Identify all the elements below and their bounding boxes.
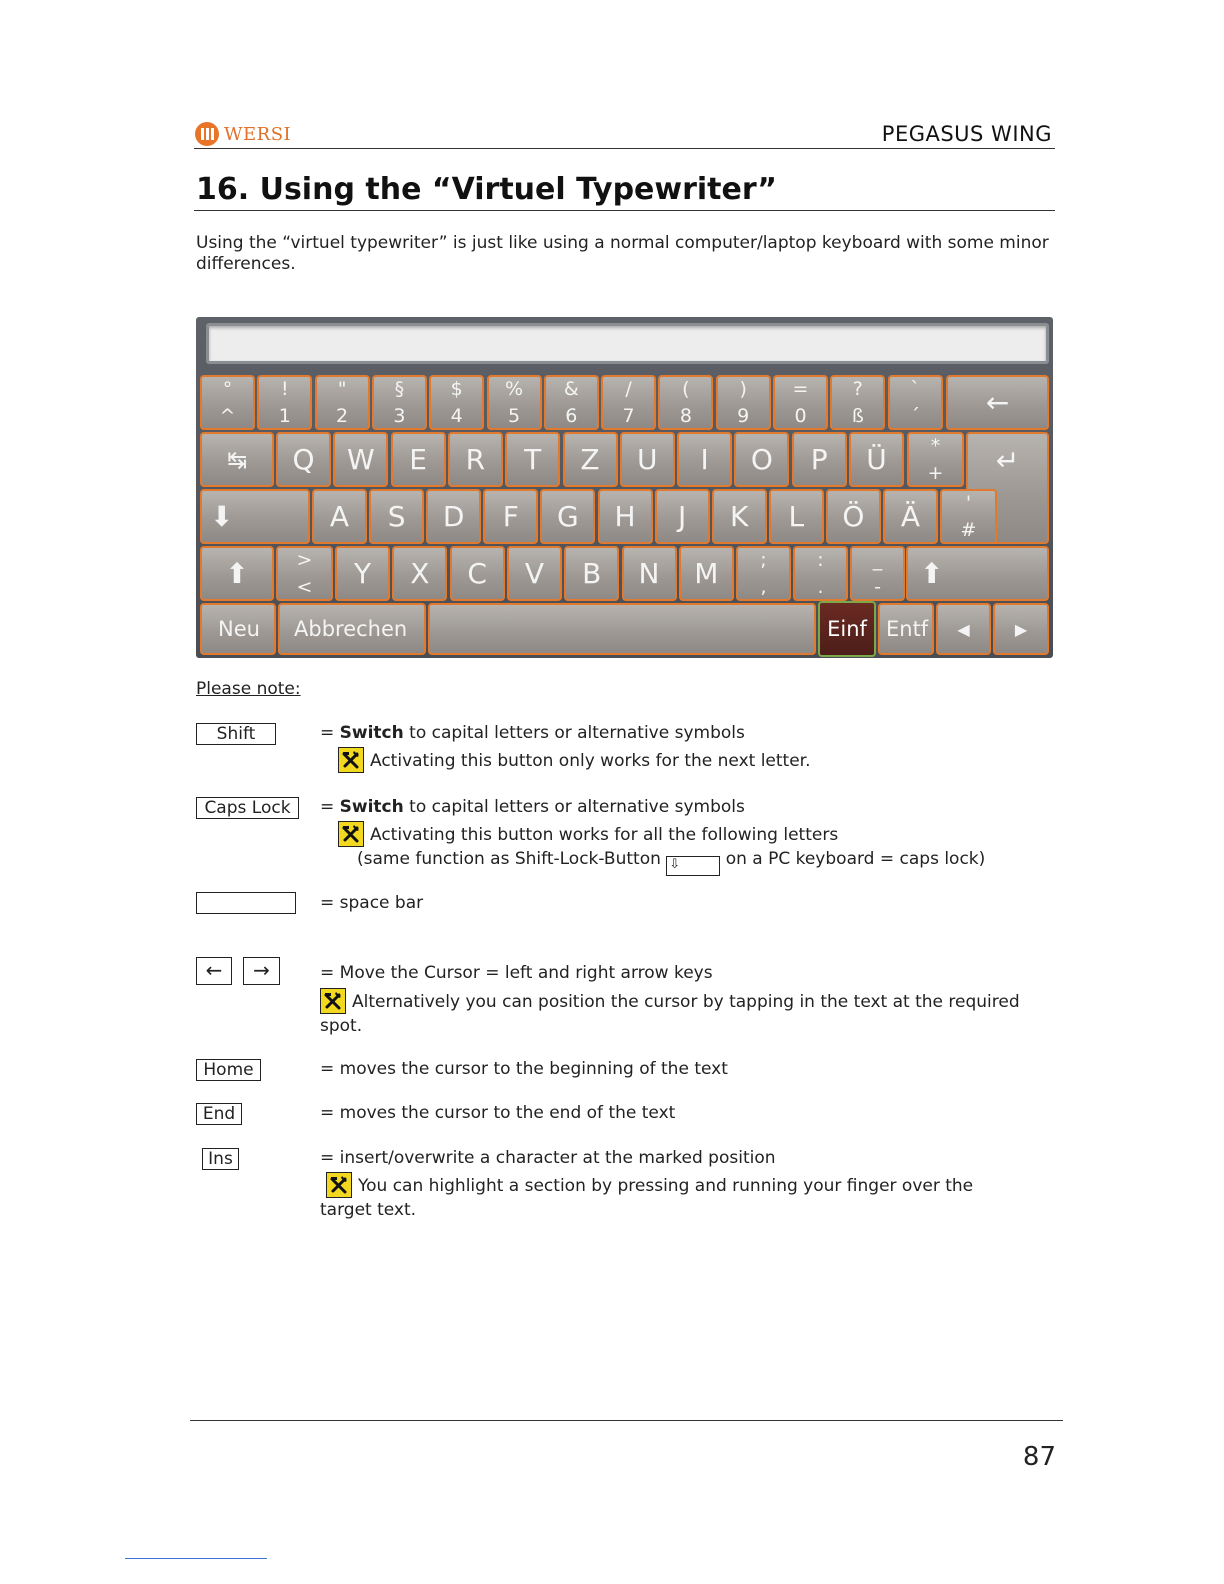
brand-name: WERSI [224,123,292,145]
caps-lock-pc-note [357,849,985,876]
key-row1-9-bottom: 9 [737,405,750,427]
footer-rule [190,1420,1063,1421]
key-angle-bottom: < [296,576,313,598]
key-10-row3[interactable] [883,489,938,544]
key-row1-5-bottom: 5 [507,405,521,427]
key-hash[interactable] [940,489,997,544]
model-name: PEGASUS WING [881,122,1052,146]
key-9-row3-label: Ö [842,500,865,533]
footer-blue-line [125,1558,267,1559]
key-row1-8-top: ( [682,378,690,400]
key-row1-12-bottom: ´ [910,405,920,427]
key-hash-bottom: # [960,519,977,541]
key-punct-2[interactable] [850,546,905,601]
key-punct-1-bottom: . [817,576,824,598]
caps-lock-key[interactable] [200,489,310,544]
key-row1-0[interactable] [200,375,255,430]
end-key-sample: End [196,1103,242,1125]
shift-tip [338,747,811,773]
key-6-row2-label: U [637,443,658,476]
shift-lock-key-sample: ⇩ [666,856,720,876]
key-5-row3-label: H [614,500,636,533]
key-row1-11-top: ? [852,378,863,400]
key-row1-1[interactable] [257,375,312,430]
key-row1-7-top: / [625,378,632,400]
key-6-row4-label: M [694,557,719,590]
shift-left-key[interactable] [200,546,274,601]
key-row1-1-bottom: 1 [278,405,291,427]
key-3-row2-label: R [465,443,486,476]
key-5-row2-label: Z [580,443,600,476]
key-5-row4-label: N [638,557,660,590]
key-angle-top: > [296,549,313,571]
key-1-row2-label: W [346,443,375,476]
key-punct-0[interactable] [736,546,791,601]
key-3-row4[interactable] [507,546,562,601]
shift-desc-prefix: = [320,723,340,743]
caps-desc-bold: Switch [339,797,404,817]
key-3-row4-label: V [524,557,544,590]
ins-description: = insert/overwrite a character at the marked position [320,1148,776,1168]
shift-icon: ⬆ [920,557,944,590]
key-0-row2[interactable] [276,432,331,487]
key-3-row3-label: F [502,500,519,533]
end-description: = moves the cursor to the end of the text [320,1103,676,1123]
key-4-row2[interactable] [505,432,560,487]
key-row1-3-bottom: 3 [393,405,406,427]
key-row1-0-bottom: ^ [219,405,236,427]
ins-tip-cont: target text. [320,1200,417,1220]
shift-desc-rest: to capital letters or alternative symbols [403,723,745,743]
key-row1-8-bottom: 8 [679,405,692,427]
arrows-tip-text: Alternatively you can position the cursor by tapping in the text at the required [352,992,1020,1012]
key-row1-5-top: % [504,378,524,400]
key-row1-4[interactable] [429,375,484,430]
key-5-row4[interactable] [622,546,677,601]
virtual-keyboard [196,317,1053,658]
key-4-row2-label: T [524,443,542,476]
key-punct-2-top: _ [872,549,883,571]
backspace-icon: ← [985,386,1010,419]
key-row1-6[interactable] [544,375,599,430]
key-angle[interactable] [276,546,333,601]
key-10-row2[interactable] [849,432,904,487]
neu-label: Neu [218,617,260,641]
key-3-row3[interactable] [483,489,538,544]
key-1-row4[interactable] [392,546,447,601]
key-7-row2[interactable] [677,432,732,487]
key-1-row3[interactable] [369,489,424,544]
key-row1-10-bottom: 0 [794,405,807,427]
caps-lock-key-sample: Caps Lock [196,797,299,819]
key-0-row4[interactable] [335,546,390,601]
intro-paragraph: Using the “virtuel typewriter” is just like using a normal computer/laptop keyboard with some minor differences. [196,233,1049,274]
caps-lock-tip [338,821,838,847]
key-0-row3[interactable] [312,489,367,544]
shift-right-key[interactable] [906,546,1049,601]
wersi-logo [195,120,291,148]
key-row1-11-bottom: ß [851,405,864,427]
key-row1-2-top: " [337,378,347,400]
space-key-sample [196,892,296,914]
key-row1-2-bottom: 2 [336,405,349,427]
key-1-row2[interactable] [333,432,388,487]
key-10-row2-label: Ü [866,443,887,476]
key-plus[interactable] [907,432,964,487]
key-row1-5[interactable] [487,375,542,430]
key-1-row4-label: X [410,557,430,590]
key-2-row2-label: E [409,443,427,476]
arrows-description: = Move the Cursor = left and right arrow keys [320,963,713,983]
tools-icon [338,747,364,773]
shift-tip-text: Activating this button only works for the next letter. [370,751,811,771]
key-row1-10[interactable] [773,375,828,430]
key-2-row3[interactable] [426,489,481,544]
key-row1-7[interactable] [601,375,656,430]
arrows-tip-cont: spot. [320,1016,363,1036]
caps-desc-prefix: = [320,797,340,817]
key-row1-4-bottom: 4 [450,405,463,427]
title-rule [194,210,1055,211]
right-arrow-key-sample: → [243,957,280,985]
key-plus-top: * [930,435,941,457]
key-6-row3-label: J [677,500,687,533]
key-punct-1-top: : [817,549,824,571]
key-row1-10-top: = [792,378,809,400]
header-rule [194,148,1055,149]
key-8-row2[interactable] [734,432,789,487]
key-4-row4[interactable] [564,546,619,601]
key-row1-9[interactable] [716,375,771,430]
home-description: = moves the cursor to the beginning of the text [320,1059,728,1079]
key-4-row4-label: B [582,557,602,590]
key-8-row3-label: L [788,500,805,533]
key-0-row4-label: Y [353,557,372,590]
key-7-row2-label: I [700,443,709,476]
ins-key-sample: Ins [202,1148,239,1170]
entf-label: Entf [886,617,929,641]
key-row1-6-top: & [563,378,579,400]
key-row1-4-top: $ [450,378,463,400]
key-5-row3[interactable] [598,489,653,544]
key-0-row2-label: Q [292,443,315,476]
key-8-row3[interactable] [769,489,824,544]
key-4-row3[interactable] [540,489,595,544]
ins-tip [326,1172,973,1198]
page-number: 87 [1022,1442,1056,1472]
key-hash-top: ' [965,492,972,514]
key-9-row2[interactable] [792,432,847,487]
key-row1-0-top: ° [222,378,233,400]
caps-note-b: on a PC keyboard = caps lock) [725,849,986,869]
shift-desc-bold: Switch [339,723,404,743]
key-row1-7-bottom: 7 [622,405,635,427]
key-row1-9-top: ) [739,378,747,400]
caps-desc-rest: to capital letters or alternative symbols [403,797,745,817]
key-1-row3-label: S [387,500,406,533]
key-9-row3[interactable] [826,489,881,544]
arrow-left-icon: ◀ [957,619,970,639]
tools-icon [326,1172,352,1198]
cursor-right-key[interactable] [993,603,1049,655]
key-row1-3-top: § [394,378,405,400]
key-row1-2[interactable] [315,375,370,430]
key-2-row4-label: C [467,557,487,590]
abbrechen-label: Abbrechen [294,617,408,641]
key-punct-0-bottom: , [760,576,767,598]
neu-key[interactable] [200,603,276,655]
einf-key[interactable] [818,601,876,657]
key-2-row2[interactable] [391,432,446,487]
left-arrow-key-sample: ← [196,957,232,985]
key-3-row2[interactable] [448,432,503,487]
key-row1-12-top: ` [910,378,920,400]
tab-key[interactable] [200,432,274,487]
key-row1-6-bottom: 6 [565,405,578,427]
notes-heading: Please note: [196,679,301,699]
key-2-row4[interactable] [450,546,505,601]
arrow-right-icon: ▶ [1014,619,1028,639]
key-5-row2[interactable] [563,432,618,487]
space-description: = space bar [320,893,424,913]
caps-lock-icon: ⬇ [210,500,234,533]
enter-icon: ↵ [995,444,1020,477]
backspace-key[interactable] [946,375,1049,430]
shift-icon: ⬆ [225,557,249,590]
key-punct-2-bottom: - [874,576,881,598]
key-7-row3[interactable] [712,489,767,544]
ins-tip-text: You can highlight a section by pressing and running your finger over the [358,1176,974,1196]
shift-description [320,723,745,744]
shift-key-sample: Shift [196,723,276,745]
key-plus-bottom: + [927,462,944,484]
cursor-left-key[interactable] [936,603,991,655]
tools-icon [320,988,346,1014]
key-row1-12[interactable] [888,375,943,430]
key-0-row3-label: A [329,500,350,533]
key-6-row3[interactable] [655,489,710,544]
abbrechen-key[interactable] [278,603,426,655]
wersi-logo-icon [195,122,219,146]
tab-icon: ↹ [226,445,248,474]
key-2-row3-label: D [442,500,465,533]
key-punct-0-top: ; [760,549,767,571]
home-key-sample: Home [196,1059,261,1081]
caps-tip-text: Activating this button works for all the following letters [370,825,839,845]
caps-lock-description [320,797,745,818]
key-6-row2[interactable] [620,432,675,487]
key-9-row2-label: P [810,443,828,476]
key-10-row3-label: Ä [900,500,921,533]
page-title: 16. Using the “Virtuel Typewriter” [196,172,777,207]
key-row1-11[interactable] [830,375,885,430]
key-4-row3-label: G [557,500,579,533]
key-punct-1[interactable] [793,546,848,601]
arrows-tip [320,988,1020,1014]
entf-key[interactable] [878,603,934,655]
key-8-row2-label: O [750,443,773,476]
einf-label: Einf [827,617,867,641]
key-6-row4[interactable] [679,546,734,601]
key-row1-1-top: ! [280,378,289,400]
tools-icon [338,821,364,847]
keyboard-text-field[interactable] [206,323,1049,364]
key-row1-8[interactable] [658,375,713,430]
space-key[interactable] [428,603,816,655]
caps-note-a: (same function as Shift-Lock-Button [357,849,661,869]
key-row1-3[interactable] [372,375,427,430]
key-7-row3-label: K [730,500,749,533]
